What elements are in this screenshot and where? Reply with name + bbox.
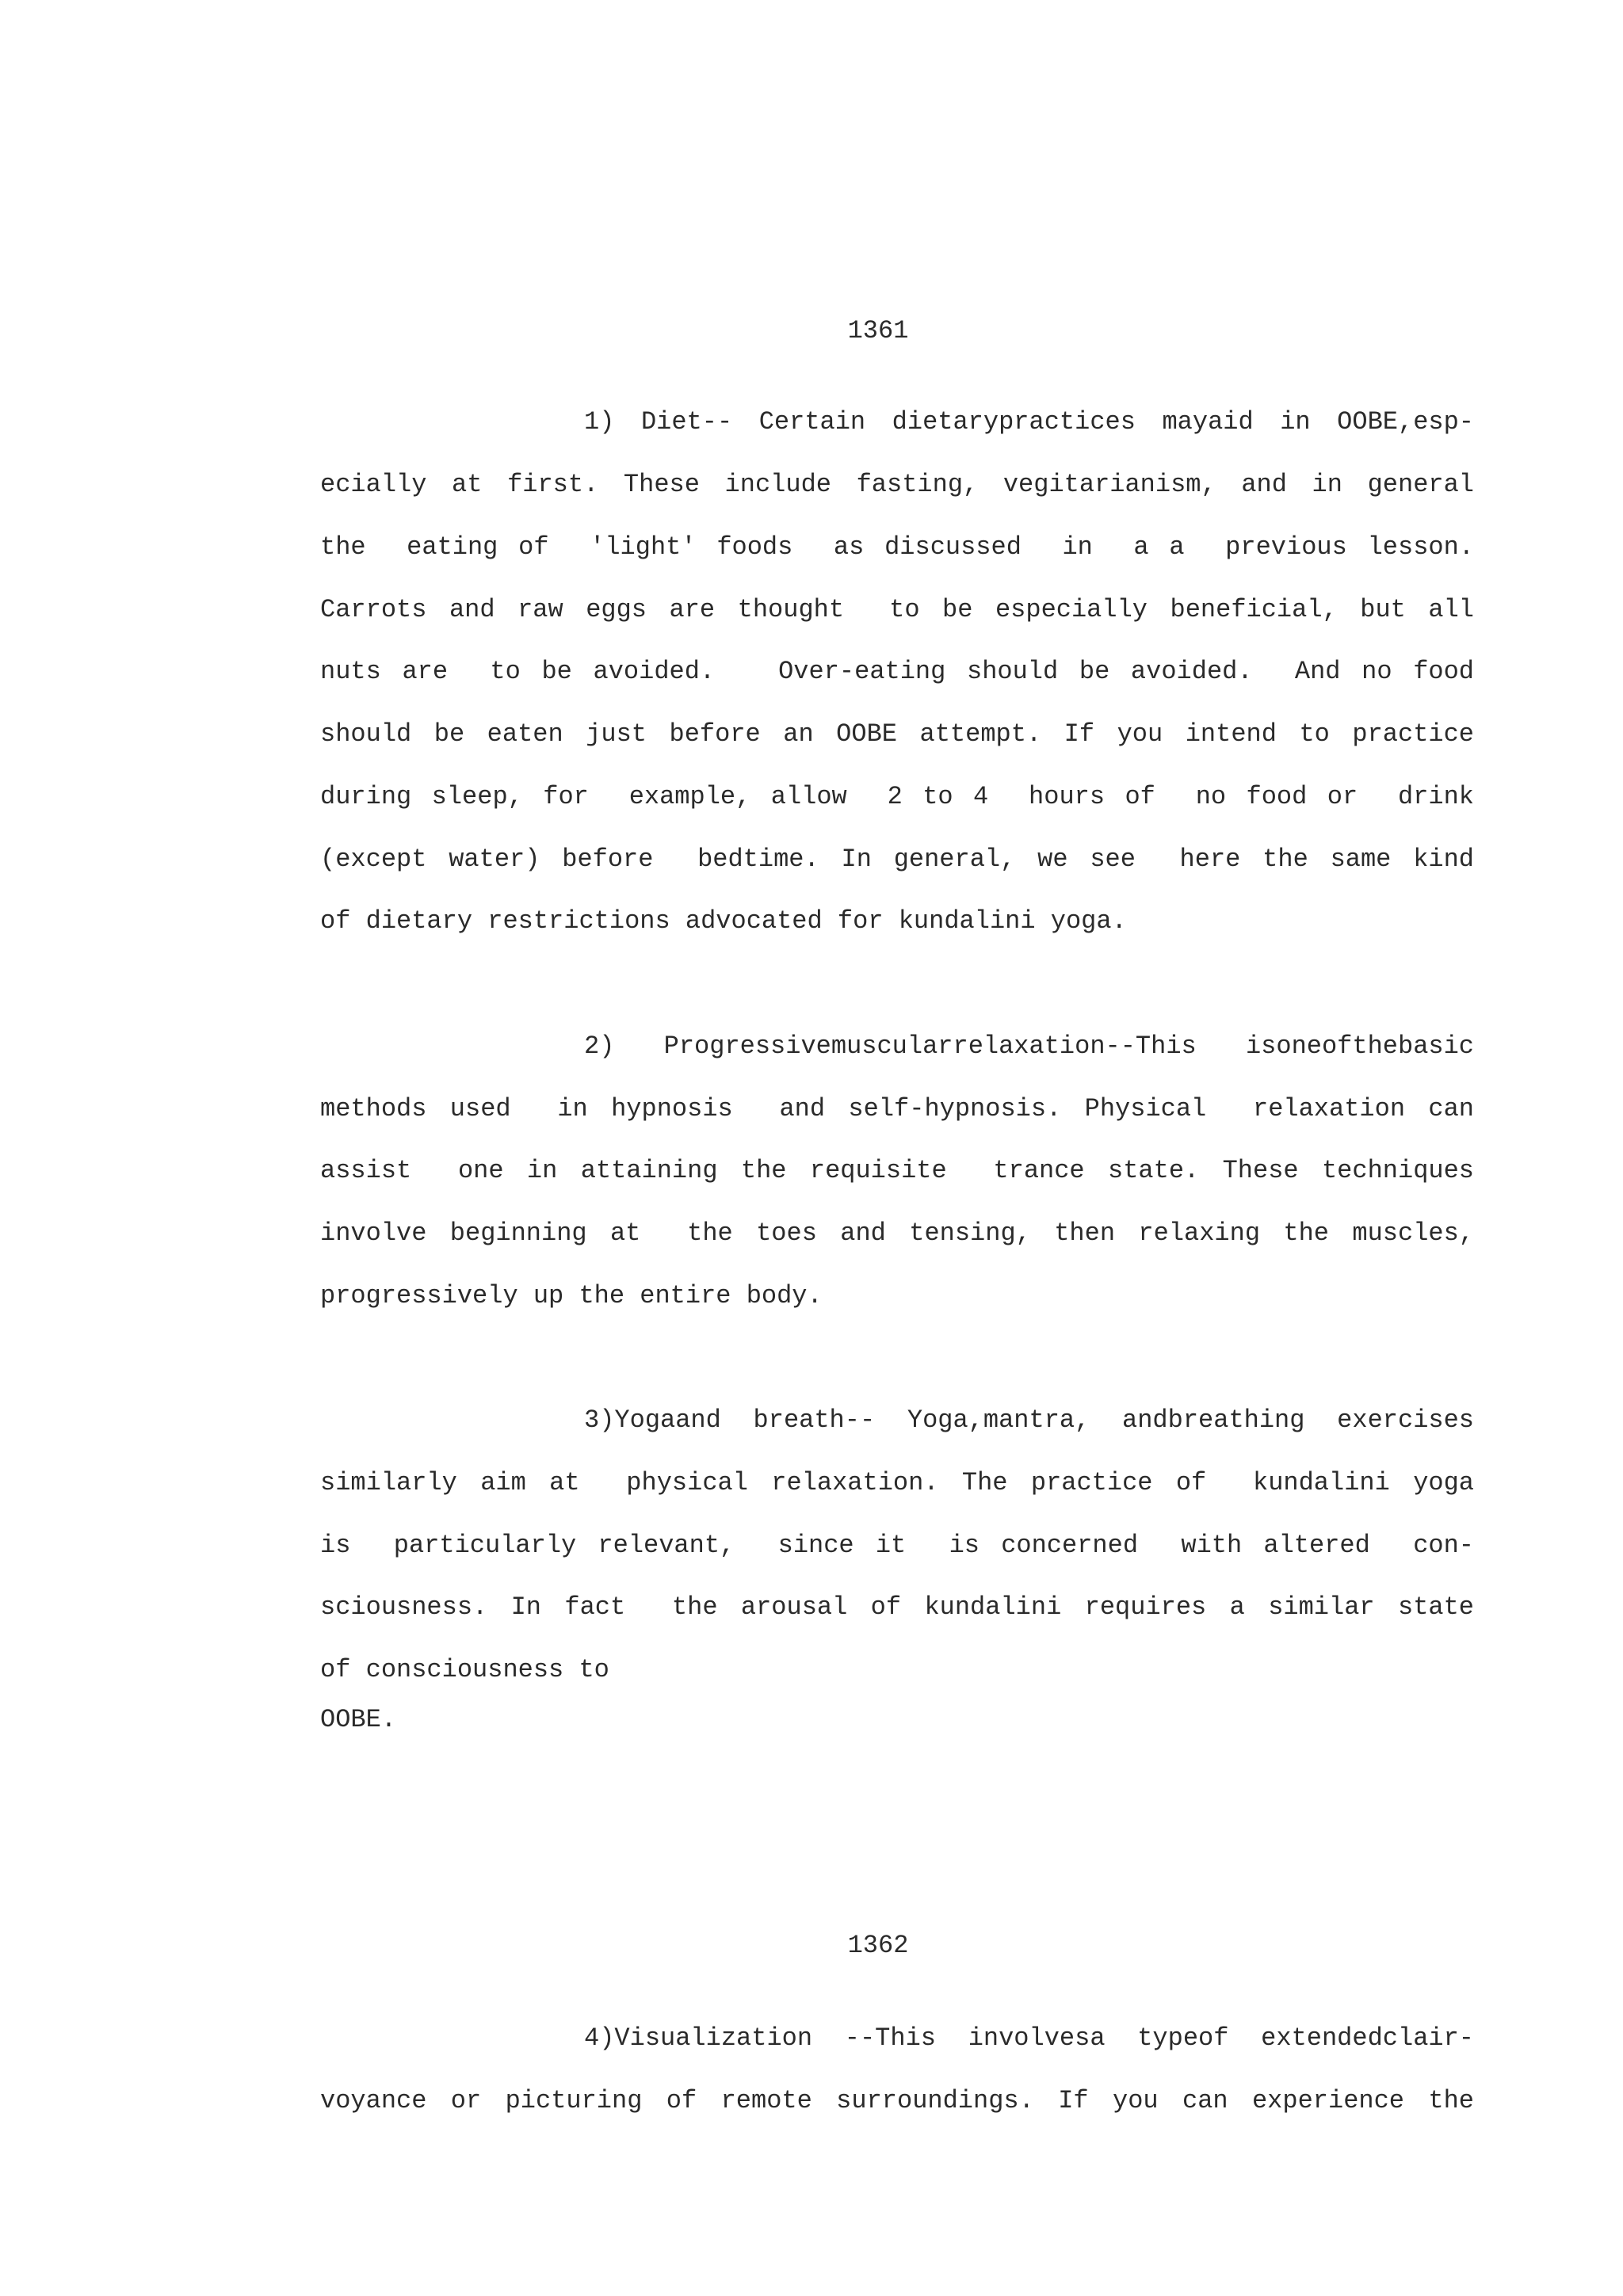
text-line: of dietary restrictions advocated for kundalini yoga.	[320, 906, 1127, 936]
text-line: nuts are to be avoided. Over-eating should be avoided. And no food	[320, 657, 1474, 686]
page-number: 1362	[847, 1931, 909, 1960]
text-line: should be eaten just before an OOBE attempt. If you intend to practice	[320, 719, 1474, 749]
text-line: voyance or picturing of remote surroundings. If you can experience the	[320, 2086, 1474, 2115]
text-line: progressively up the entire body.	[320, 1281, 823, 1310]
text-line: 3)Yogaand breath-- Yoga,mantra, andbreathing exercises	[584, 1405, 1474, 1435]
text-line: assist one in attaining the requisite trance state. These techniques	[320, 1156, 1474, 1185]
text-line: (except water) before bedtime. In general, we see here the same kind	[320, 845, 1474, 874]
text-line: 2) Progressivemuscularrelaxation--This isoneofthebasic	[584, 1032, 1474, 1061]
text-line: OOBE.	[320, 1705, 397, 1734]
text-line: ecially at first. These include fasting, vegitarianism, and in general	[320, 470, 1474, 499]
text-line: of consciousness to	[320, 1655, 609, 1684]
text-line: during sleep, for example, allow 2 to 4 hours of no food or drink	[320, 782, 1474, 811]
text-line: the eating of 'light' foods as discussed in a a previous lesson.	[320, 532, 1474, 562]
text-line: methods used in hypnosis and self-hypnosis. Physical relaxation can	[320, 1094, 1474, 1123]
text-line: similarly aim at physical relaxation. The practice of kundalini yoga	[320, 1468, 1474, 1497]
text-line: Carrots and raw eggs are thought to be especially beneficial, but all	[320, 595, 1474, 624]
text-line: sciousness. In fact the arousal of kundalini requires a similar state	[320, 1592, 1474, 1622]
page-number: 1361	[847, 316, 909, 345]
text-line: 1) Diet-- Certain dietarypractices mayaid in OOBE,esp-	[584, 407, 1474, 437]
text-line: involve beginning at the toes and tensing, then relaxing the muscles,	[320, 1219, 1474, 1248]
text-line: is particularly relevant, since it is concerned with altered con-	[320, 1531, 1474, 1560]
text-line: 4)Visualization --This involvesa typeof extendedclair-	[584, 2023, 1474, 2053]
